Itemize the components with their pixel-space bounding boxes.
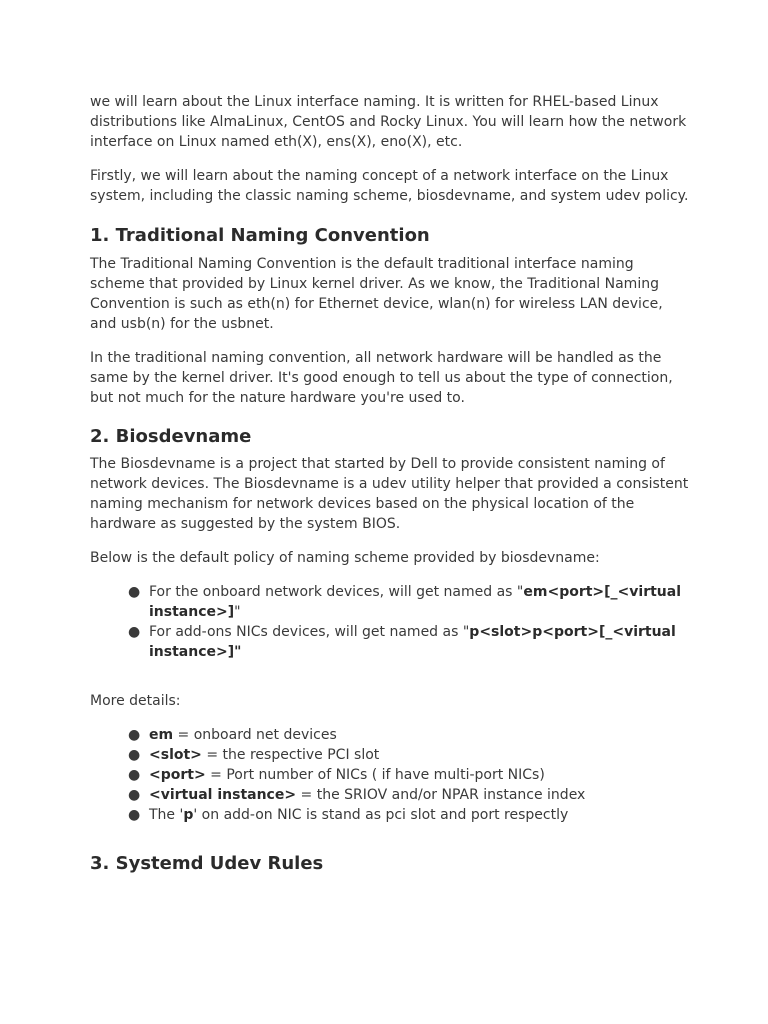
intro-paragraph-2: Firstly, we will learn about the naming concept of a network interface on the Linux system, including the classic naming scheme, biosdevname, and system udev policy. xyxy=(90,168,689,204)
list-item-term: p xyxy=(183,807,194,823)
list-item xyxy=(90,805,690,825)
list-item-text: For the onboard network devices, will get named as " xyxy=(149,584,524,600)
section-3-heading: 3. Systemd Udev Rules xyxy=(90,853,324,874)
list-item xyxy=(90,765,690,785)
article-body xyxy=(90,90,690,876)
list-item-desc: ' on add-on NIC is stand as pci slot and port respectly xyxy=(193,807,569,823)
section-2-paragraph-2: Below is the default policy of naming scheme provided by biosdevname: xyxy=(90,550,600,566)
more-details-label: More details: xyxy=(90,693,181,709)
bullet-icon: ● xyxy=(128,767,141,783)
list-item-term: <virtual instance> xyxy=(149,787,297,803)
list-item-text: For add-ons NICs devices, will get named as " xyxy=(149,624,470,640)
list-item-desc: = the SRIOV and/or NPAR instance index xyxy=(296,787,586,803)
list-item-bold: em<port>[_<virtual instance>] xyxy=(149,584,682,620)
list-item-term: <port> xyxy=(149,767,206,783)
section-2-paragraph-1: The Biosdevname is a project that started by Dell to provide consistent naming of network devices. The Biosdevname is a udev utility helper that provided a consistent naming mechanism for network devices based on the physical location of the hardware as suggested by the system BIOS. xyxy=(90,456,689,532)
bullet-icon: ● xyxy=(128,787,141,803)
list-item xyxy=(90,725,690,745)
list-item-pre: The ' xyxy=(149,807,184,823)
list-item-term: <slot> xyxy=(149,747,202,763)
list-item-desc: = Port number of NICs ( if have multi-port NICs) xyxy=(205,767,545,783)
bullet-icon: ● xyxy=(128,624,141,640)
section-2-heading: 2. Biosdevname xyxy=(90,426,252,447)
bullet-icon: ● xyxy=(128,584,141,600)
list-item xyxy=(90,785,690,805)
details-list xyxy=(90,725,690,825)
section-1-paragraph-1: The Traditional Naming Convention is the default traditional interface naming scheme that provided by Linux kernel driver. As we know, the Traditional Naming Convention is such as eth(n) for Ethernet device, wlan(n) for wireless LAN device, and usb(n) for the usbnet. xyxy=(90,256,663,332)
list-item-tail: " xyxy=(234,604,241,620)
list-item-bold: p<slot>p<port>[_<virtual instance>]" xyxy=(149,624,676,660)
list-item xyxy=(90,622,690,662)
intro-paragraph-1: we will learn about the Linux interface naming. It is written for RHEL-based Linux distributions like AlmaLinux, CentOS and Rocky Linux. You will learn how the network interface on Linux named eth(X), ens(X), eno(X), etc. xyxy=(90,94,687,150)
bullet-icon: ● xyxy=(128,727,141,743)
bullet-icon: ● xyxy=(128,747,141,763)
list-item-term: em xyxy=(149,727,174,743)
section-1-paragraph-2: In the traditional naming convention, all network hardware will be handled as the same by the kernel driver. It's good enough to tell us about the type of connection, but not much for the nature hardware you're used to. xyxy=(90,350,673,406)
section-1-heading: 1. Traditional Naming Convention xyxy=(90,225,430,246)
bullet-icon: ● xyxy=(128,807,141,823)
list-item-desc: = onboard net devices xyxy=(173,727,337,743)
policy-list xyxy=(90,582,690,662)
list-item xyxy=(90,745,690,765)
list-item-desc: = the respective PCI slot xyxy=(201,747,380,763)
list-item xyxy=(90,582,690,622)
